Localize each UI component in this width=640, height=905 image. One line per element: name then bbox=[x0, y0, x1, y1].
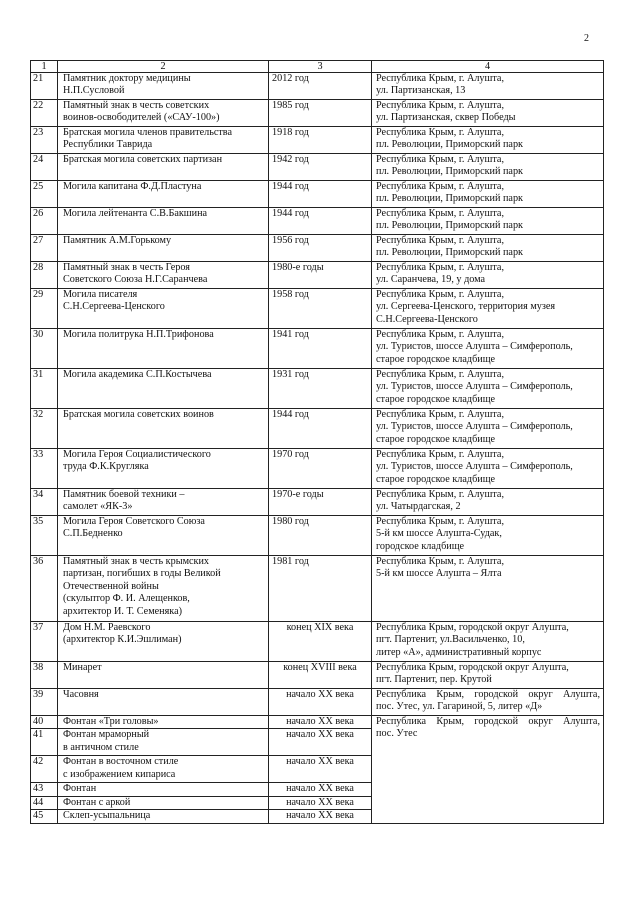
object-address-line: старое городское кладбище bbox=[376, 353, 496, 365]
object-address-line: Республика Крым, г. Алушта, bbox=[376, 235, 504, 246]
object-name-line: Часовня bbox=[63, 689, 99, 700]
object-name-line: Памятник боевой техники – bbox=[63, 489, 185, 500]
object-address bbox=[372, 662, 604, 689]
table-row bbox=[31, 208, 604, 235]
object-address-line: Республика Крым, городской округ Алушта, bbox=[376, 716, 600, 727]
object-address bbox=[372, 369, 604, 409]
table-row bbox=[31, 716, 604, 729]
table-row bbox=[31, 181, 604, 208]
object-name-line: Могила лейтенанта С.В.Бакшина bbox=[63, 208, 208, 219]
object-date bbox=[269, 369, 372, 409]
row-number: 33 bbox=[31, 449, 58, 489]
object-name-line: Могила политрука Н.П.Трифонова bbox=[63, 329, 214, 340]
table-row bbox=[31, 662, 604, 689]
object-name-line: Могила Героя Советского Союза bbox=[63, 516, 205, 527]
object-address bbox=[372, 208, 604, 235]
object-address-line: ул. Туристов, шоссе Алушта – Симферополь, bbox=[376, 341, 573, 353]
monuments-table bbox=[30, 60, 604, 824]
object-name-line: Фонтан с аркой bbox=[63, 796, 131, 808]
row-number: 34 bbox=[31, 489, 58, 516]
object-address-line: пос. Утес bbox=[376, 728, 418, 740]
object-date bbox=[269, 449, 372, 489]
object-name-line: Н.П.Сусловой bbox=[63, 85, 125, 97]
row-number: 28 bbox=[31, 262, 58, 289]
object-address-line: Республика Крым, г. Алушта, bbox=[376, 100, 504, 111]
row-number: 35 bbox=[31, 516, 58, 556]
object-date-line: 1985 год bbox=[272, 100, 309, 111]
object-date bbox=[269, 100, 372, 127]
object-name bbox=[58, 716, 269, 729]
object-name bbox=[58, 154, 269, 181]
object-address-line: Республика Крым, г. Алушта, bbox=[376, 154, 504, 165]
row-number: 30 bbox=[31, 329, 58, 369]
object-date bbox=[269, 262, 372, 289]
object-name-line: Памятный знак в честь Героя bbox=[63, 262, 190, 273]
object-date-line: 1958 год bbox=[272, 289, 309, 300]
object-name bbox=[58, 756, 269, 783]
object-name bbox=[58, 235, 269, 262]
object-date bbox=[269, 783, 372, 796]
object-name-line: Склеп-усыпальница bbox=[63, 810, 151, 822]
object-name-line: (архитектор К.И.Эшлиман) bbox=[63, 634, 182, 646]
object-date-line: начало XX века bbox=[286, 796, 354, 808]
table-row bbox=[31, 262, 604, 289]
object-name bbox=[58, 449, 269, 489]
object-address-line: Республика Крым, г. Алушта, bbox=[376, 208, 504, 219]
object-date-line: 1956 год bbox=[272, 235, 309, 246]
object-date-line: 1980 год bbox=[272, 516, 309, 527]
table-row bbox=[31, 73, 604, 100]
object-address-line: старое городское кладбище bbox=[376, 393, 496, 405]
object-address bbox=[372, 181, 604, 208]
page-number: 2 bbox=[584, 33, 589, 44]
object-name bbox=[58, 181, 269, 208]
object-name-line: (скульптор Ф. И. Алещенков, bbox=[63, 593, 190, 605]
object-address bbox=[372, 689, 604, 716]
object-address-line: ул. Партизанская, сквер Победы bbox=[376, 112, 516, 124]
object-address bbox=[372, 516, 604, 556]
object-address-line: 5-й км шоссе Алушта-Судак, bbox=[376, 528, 502, 540]
object-name bbox=[58, 289, 269, 329]
object-date bbox=[269, 208, 372, 235]
object-name-line: труда Ф.К.Кругляка bbox=[63, 461, 149, 473]
object-name-line: самолет «ЯК-3» bbox=[63, 501, 133, 513]
object-date bbox=[269, 181, 372, 208]
object-name bbox=[58, 73, 269, 100]
row-number: 37 bbox=[31, 622, 58, 662]
object-date bbox=[269, 73, 372, 100]
row-number: 42 bbox=[31, 756, 58, 783]
object-date bbox=[269, 622, 372, 662]
object-date-line: начало XX века bbox=[286, 810, 354, 822]
object-address-line: пл. Революции, Приморский парк bbox=[376, 166, 524, 178]
object-name-line: партизан, погибших в годы Великой bbox=[63, 568, 221, 580]
table-row bbox=[31, 289, 604, 329]
object-address-line: Республика Крым, г. Алушта, bbox=[376, 262, 504, 273]
object-address-line: 5-й км шоссе Алушта – Ялта bbox=[376, 568, 502, 580]
object-address-line: ул. Туристов, шоссе Алушта – Симферополь, bbox=[376, 381, 573, 393]
object-name-line: Могила капитана Ф.Д.Пластуна bbox=[63, 181, 202, 192]
object-date-line: 2012 год bbox=[272, 73, 309, 84]
column-header-1: 1 bbox=[31, 61, 58, 73]
row-number: 29 bbox=[31, 289, 58, 329]
table-body bbox=[31, 73, 604, 824]
object-name bbox=[58, 810, 269, 823]
object-date bbox=[269, 662, 372, 689]
object-address bbox=[372, 449, 604, 489]
object-address-line: С.Н.Сергеева-Ценского bbox=[376, 313, 478, 325]
table-header-row bbox=[31, 61, 604, 73]
row-number: 21 bbox=[31, 73, 58, 100]
row-number: 39 bbox=[31, 689, 58, 716]
object-date-line: конец XVIII века bbox=[283, 662, 357, 673]
table-row bbox=[31, 556, 604, 622]
object-date-line: 1941 год bbox=[272, 329, 309, 340]
object-name bbox=[58, 262, 269, 289]
object-address bbox=[372, 235, 604, 262]
row-number: 38 bbox=[31, 662, 58, 689]
object-date-line: начало XX века bbox=[286, 716, 354, 727]
object-name bbox=[58, 516, 269, 556]
object-date bbox=[269, 127, 372, 154]
object-address-line: пл. Революции, Приморский парк bbox=[376, 220, 524, 232]
object-address bbox=[372, 289, 604, 329]
object-date bbox=[269, 716, 372, 729]
row-number: 32 bbox=[31, 409, 58, 449]
row-number: 44 bbox=[31, 796, 58, 809]
object-address bbox=[372, 489, 604, 516]
object-date bbox=[269, 556, 372, 622]
object-date bbox=[269, 756, 372, 783]
object-date-line: 1944 год bbox=[272, 208, 309, 219]
table-row bbox=[31, 622, 604, 662]
object-name-line: Памятник доктору медицины bbox=[63, 73, 191, 84]
table-row bbox=[31, 235, 604, 262]
row-number: 31 bbox=[31, 369, 58, 409]
object-name-line: Минарет bbox=[63, 662, 102, 673]
object-name-line: С.П.Бедненко bbox=[63, 528, 123, 540]
column-header-3: 3 bbox=[269, 61, 372, 73]
object-date-line: 1942 год bbox=[272, 154, 309, 165]
object-address-line: Республика Крым, городской округ Алушта, bbox=[376, 622, 569, 633]
object-address-line: Республика Крым, г. Алушта, bbox=[376, 329, 504, 340]
object-address bbox=[372, 154, 604, 181]
object-name-line: Фонтан «Три головы» bbox=[63, 716, 159, 727]
object-address-line: Республика Крым, г. Алушта, bbox=[376, 489, 504, 500]
object-date-line: начало XX века bbox=[286, 783, 354, 795]
object-address-line: Республика Крым, г. Алушта, bbox=[376, 449, 504, 460]
object-address bbox=[372, 73, 604, 100]
object-name-line: Могила Героя Социалистического bbox=[63, 449, 211, 460]
object-name-line: архитектор И. Т. Семеняка) bbox=[63, 605, 183, 617]
object-address-line: пл. Революции, Приморский парк bbox=[376, 247, 524, 259]
row-number: 25 bbox=[31, 181, 58, 208]
object-address-line: пгт. Партенит, ул.Васильченко, 10, bbox=[376, 634, 525, 646]
object-address bbox=[372, 262, 604, 289]
row-number: 22 bbox=[31, 100, 58, 127]
object-date-line: 1981 год bbox=[272, 556, 309, 567]
object-address-line: Республика Крым, г. Алушта, bbox=[376, 409, 504, 420]
object-date-line: 1970 год bbox=[272, 449, 309, 460]
object-date bbox=[269, 729, 372, 756]
object-date bbox=[269, 810, 372, 823]
table-row bbox=[31, 516, 604, 556]
object-address-line: ул. Сергеева-Ценского, территория музея bbox=[376, 301, 556, 313]
object-address-line: пос. Утес, ул. Гагариной, 5, литер «Д» bbox=[376, 701, 543, 713]
row-number: 23 bbox=[31, 127, 58, 154]
object-date bbox=[269, 289, 372, 329]
object-name bbox=[58, 689, 269, 716]
object-address-line: ул. Туристов, шоссе Алушта – Симферополь, bbox=[376, 421, 573, 433]
object-date-line: конец XIX века bbox=[286, 622, 354, 633]
object-date-line: начало XX века bbox=[286, 756, 354, 768]
object-name-line: Могила академика С.П.Костычева bbox=[63, 369, 212, 380]
object-date-line: 1944 год bbox=[272, 181, 309, 192]
object-address-line: старое городское кладбище bbox=[376, 473, 496, 485]
object-name bbox=[58, 127, 269, 154]
row-number: 43 bbox=[31, 783, 58, 796]
object-date-line: 1980-е годы bbox=[272, 262, 324, 273]
row-number: 24 bbox=[31, 154, 58, 181]
column-header-4: 4 bbox=[372, 61, 604, 73]
table-row bbox=[31, 409, 604, 449]
object-name-line: Фонтан мраморный bbox=[63, 729, 150, 741]
object-date bbox=[269, 796, 372, 809]
object-name-line: воинов-освободителей («САУ-100») bbox=[63, 112, 220, 124]
object-address bbox=[372, 329, 604, 369]
row-number: 41 bbox=[31, 729, 58, 756]
object-address-line: Республика Крым, г. Алушта, bbox=[376, 516, 504, 527]
object-address bbox=[372, 100, 604, 127]
object-address-line: Республика Крым, г. Алушта, bbox=[376, 73, 504, 84]
object-address-line: литер «А», административный корпус bbox=[376, 646, 542, 658]
object-address bbox=[372, 409, 604, 449]
object-name-line: Отечественной войны bbox=[63, 580, 159, 592]
table-row bbox=[31, 329, 604, 369]
object-name bbox=[58, 369, 269, 409]
object-address-line: Республика Крым, г. Алушта, bbox=[376, 556, 504, 567]
object-name bbox=[58, 409, 269, 449]
object-name-line: Могила писателя bbox=[63, 289, 138, 300]
object-address bbox=[372, 716, 604, 824]
object-name bbox=[58, 796, 269, 809]
table-row bbox=[31, 127, 604, 154]
object-address-line: ул. Чатырдагская, 2 bbox=[376, 501, 461, 513]
object-address bbox=[372, 622, 604, 662]
object-name bbox=[58, 100, 269, 127]
object-date-line: 1944 год bbox=[272, 409, 309, 420]
object-address-line: городское кладбище bbox=[376, 540, 465, 552]
object-address-line: ул. Саранчева, 19, у дома bbox=[376, 274, 486, 286]
object-name bbox=[58, 783, 269, 796]
object-name bbox=[58, 329, 269, 369]
table-row bbox=[31, 689, 604, 716]
object-name-line: Фонтан bbox=[63, 783, 97, 795]
object-name-line: Братская могила советских воинов bbox=[63, 409, 214, 420]
row-number: 26 bbox=[31, 208, 58, 235]
table-row bbox=[31, 154, 604, 181]
object-address-line: ул. Партизанская, 13 bbox=[376, 85, 466, 97]
object-date-line: начало XX века bbox=[286, 729, 354, 741]
object-address-line: Республика Крым, г. Алушта, bbox=[376, 127, 504, 138]
table-row bbox=[31, 369, 604, 409]
object-date-line: 1970-е годы bbox=[272, 489, 324, 500]
object-date bbox=[269, 409, 372, 449]
object-name bbox=[58, 208, 269, 235]
object-name bbox=[58, 556, 269, 622]
object-date-line: 1918 год bbox=[272, 127, 309, 138]
object-address-line: пл. Революции, Приморский парк bbox=[376, 193, 524, 205]
object-name-line: Фонтан в восточном стиле bbox=[63, 756, 179, 768]
column-header-2: 2 bbox=[58, 61, 269, 73]
object-name-line: с изображением кипариса bbox=[63, 768, 176, 780]
object-name-line: Дом Н.М. Раевского bbox=[63, 622, 151, 633]
object-date bbox=[269, 489, 372, 516]
object-name-line: С.Н.Сергеева-Ценского bbox=[63, 301, 165, 313]
row-number: 36 bbox=[31, 556, 58, 622]
object-address-line: Республика Крым, г. Алушта, bbox=[376, 369, 504, 380]
object-date-line: 1931 год bbox=[272, 369, 309, 380]
object-name-line: Памятный знак в честь советских bbox=[63, 100, 210, 111]
object-date bbox=[269, 329, 372, 369]
object-name-line: Республики Таврида bbox=[63, 139, 153, 151]
object-name-line: Братская могила членов правительства bbox=[63, 127, 233, 138]
object-address-line: Республика Крым, г. Алушта, bbox=[376, 181, 504, 192]
table-row bbox=[31, 449, 604, 489]
object-address bbox=[372, 127, 604, 154]
object-address-line: ул. Туристов, шоссе Алушта – Симферополь, bbox=[376, 461, 573, 473]
object-name bbox=[58, 729, 269, 756]
object-name-line: Братская могила советских партизан bbox=[63, 154, 223, 165]
row-number: 27 bbox=[31, 235, 58, 262]
object-name bbox=[58, 622, 269, 662]
object-address-line: Республика Крым, городской округ Алушта, bbox=[376, 662, 569, 673]
object-name-line: Советского Союза Н.Г.Саранчева bbox=[63, 274, 208, 286]
object-name-line: Памятник А.М.Горькому bbox=[63, 235, 172, 246]
object-address-line: пгт. Партенит, пер. Крутой bbox=[376, 674, 492, 686]
object-date-line: начало XX века bbox=[286, 689, 354, 700]
object-date bbox=[269, 516, 372, 556]
table-row bbox=[31, 489, 604, 516]
object-name bbox=[58, 489, 269, 516]
row-number: 45 bbox=[31, 810, 58, 823]
object-address-line: пл. Революции, Приморский парк bbox=[376, 139, 524, 151]
object-address-line: Республика Крым, городской округ Алушта, bbox=[376, 689, 600, 700]
object-name-line: в античном стиле bbox=[63, 741, 139, 753]
row-number: 40 bbox=[31, 716, 58, 729]
object-date bbox=[269, 689, 372, 716]
object-address bbox=[372, 556, 604, 622]
object-date bbox=[269, 154, 372, 181]
object-name-line: Памятный знак в честь крымских bbox=[63, 556, 210, 567]
table-row bbox=[31, 100, 604, 127]
object-date bbox=[269, 235, 372, 262]
object-address-line: старое городское кладбище bbox=[376, 433, 496, 445]
object-address-line: Республика Крым, г. Алушта, bbox=[376, 289, 504, 300]
object-name bbox=[58, 662, 269, 689]
